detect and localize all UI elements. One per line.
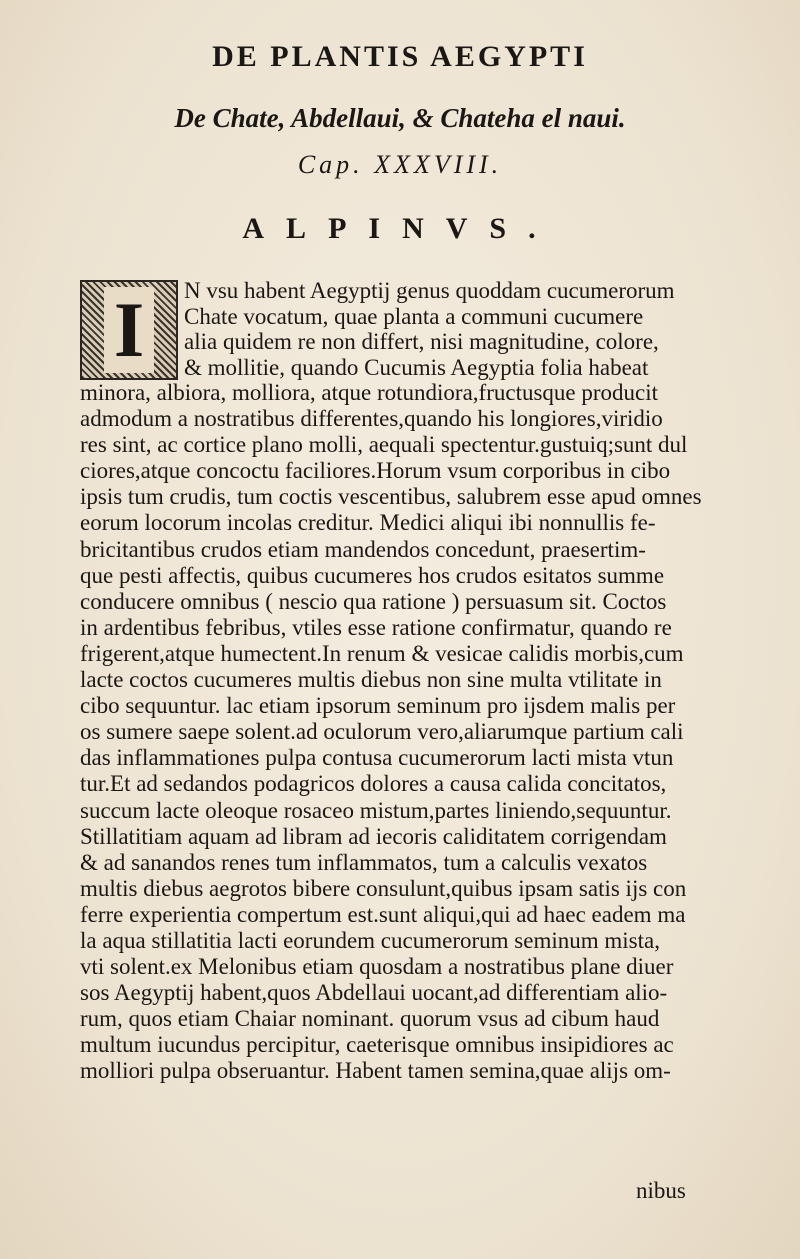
initial-letter: I: [104, 287, 154, 373]
text-line: admodum a nostratibus differentes,quando his longiores,viridio: [80, 406, 663, 432]
text-line: rum, quos etiam Chaiar nominant. quorum vsus ad cibum haud: [80, 1006, 660, 1032]
text-line: ipsis tum crudis, tum coctis vescentibus, salubrem esse apud omnes: [80, 484, 702, 510]
text-line: lacte coctos cucumeres multis diebus non sine multa vtilitate in: [80, 667, 662, 693]
first-paragraph-lines: [184, 278, 784, 380]
text-line: alia quidem re non differt, nisi magnitudine, colore,: [184, 329, 659, 355]
text-line: multis diebus aegrotos bibere consulunt,quibus ipsam satis ijs con: [80, 875, 687, 901]
text-line: bricitantibus crudos etiam mandendos concedunt, praesertim-: [80, 536, 646, 562]
text-line: la aqua stillatitia lacti eorundem cucumerorum seminum mista,: [80, 927, 660, 953]
text-line: das inflammationes pulpa contusa cucumerorum lacti mista vtun: [80, 745, 674, 771]
text-line: & ad sanandos renes tum inflammatos, tum a calculis vexatos: [80, 849, 648, 875]
body-text: [80, 380, 790, 1085]
text-line: Stillatitiam aquam ad libram ad iecoris caliditatem corrigendam: [80, 823, 667, 849]
text-line: & mollitie, quando Cucumis Aegyptia folia habeat: [184, 354, 649, 380]
text-line: molliori pulpa obseruantur. Habent tamen semina,quae alijs om-: [80, 1058, 671, 1084]
text-line: eorum locorum incolas creditur. Medici aliqui ibi nonnullis fe-: [80, 510, 656, 536]
text-line: conducere omnibus ( nescio qua ratione ) persuasum sit. Coctos: [80, 588, 667, 614]
text-line: in ardentibus febribus, vtiles esse ratione confirmatur, quando re: [80, 614, 672, 640]
running-head: DE PLANTIS AEGYPTI: [212, 40, 588, 73]
text-line: sos Aegyptij habent,quos Abdellaui uocant,ad differentiam alio-: [80, 980, 668, 1006]
text-line: succum lacte oleoque rosaceo mistum,partes liniendo,sequuntur.: [80, 797, 672, 823]
text-line: N vsu habent Aegyptij genus quoddam cucumerorum: [184, 278, 675, 303]
catchword: nibus: [636, 1178, 686, 1203]
text-line: tur.Et ad sedandos podagricos dolores a causa calida concitatos,: [80, 771, 667, 797]
chapter-title: De Chate, Abdellaui, & Chateha el naui.: [174, 103, 626, 133]
author-heading: ALPINVS.: [242, 212, 558, 245]
text-line: vti solent.ex Melonibus etiam quosdam a nostratibus plane diuer: [80, 954, 674, 980]
chapter-number: Cap. XXXVIII.: [297, 150, 503, 179]
text-line: ferre experientia compertum est.sunt aliqui,qui ad haec eadem ma: [80, 901, 686, 927]
text-line: cibo sequuntur. lac etiam ipsorum seminum pro ijsdem malis per: [80, 693, 676, 719]
text-line: minora, albiora, molliora, atque rotundiora,fructusque producit: [80, 380, 659, 405]
text-line: que pesti affectis, quibus cucumeres hos crudos esitatos summe: [80, 562, 665, 588]
text-line: multum iucundus percipitur, caeterisque omnibus insipidiores ac: [80, 1032, 674, 1058]
text-line: Chate vocatum, quae planta a communi cucumere: [184, 303, 644, 329]
text-line: os sumere saepe solent.ad oculorum vero,aliarumque partium cali: [80, 719, 684, 745]
text-line: ciores,atque concoctu faciliores.Horum vsum corporibus in cibo: [80, 458, 671, 484]
text-line: frigerent,atque humectent.In renum & vesicae calidis morbis,cum: [80, 640, 684, 666]
decorated-initial: [80, 280, 178, 380]
text-line: res sint, ac cortice plano molli, aequali spectentur.gustuiq;sunt dul: [80, 432, 688, 458]
